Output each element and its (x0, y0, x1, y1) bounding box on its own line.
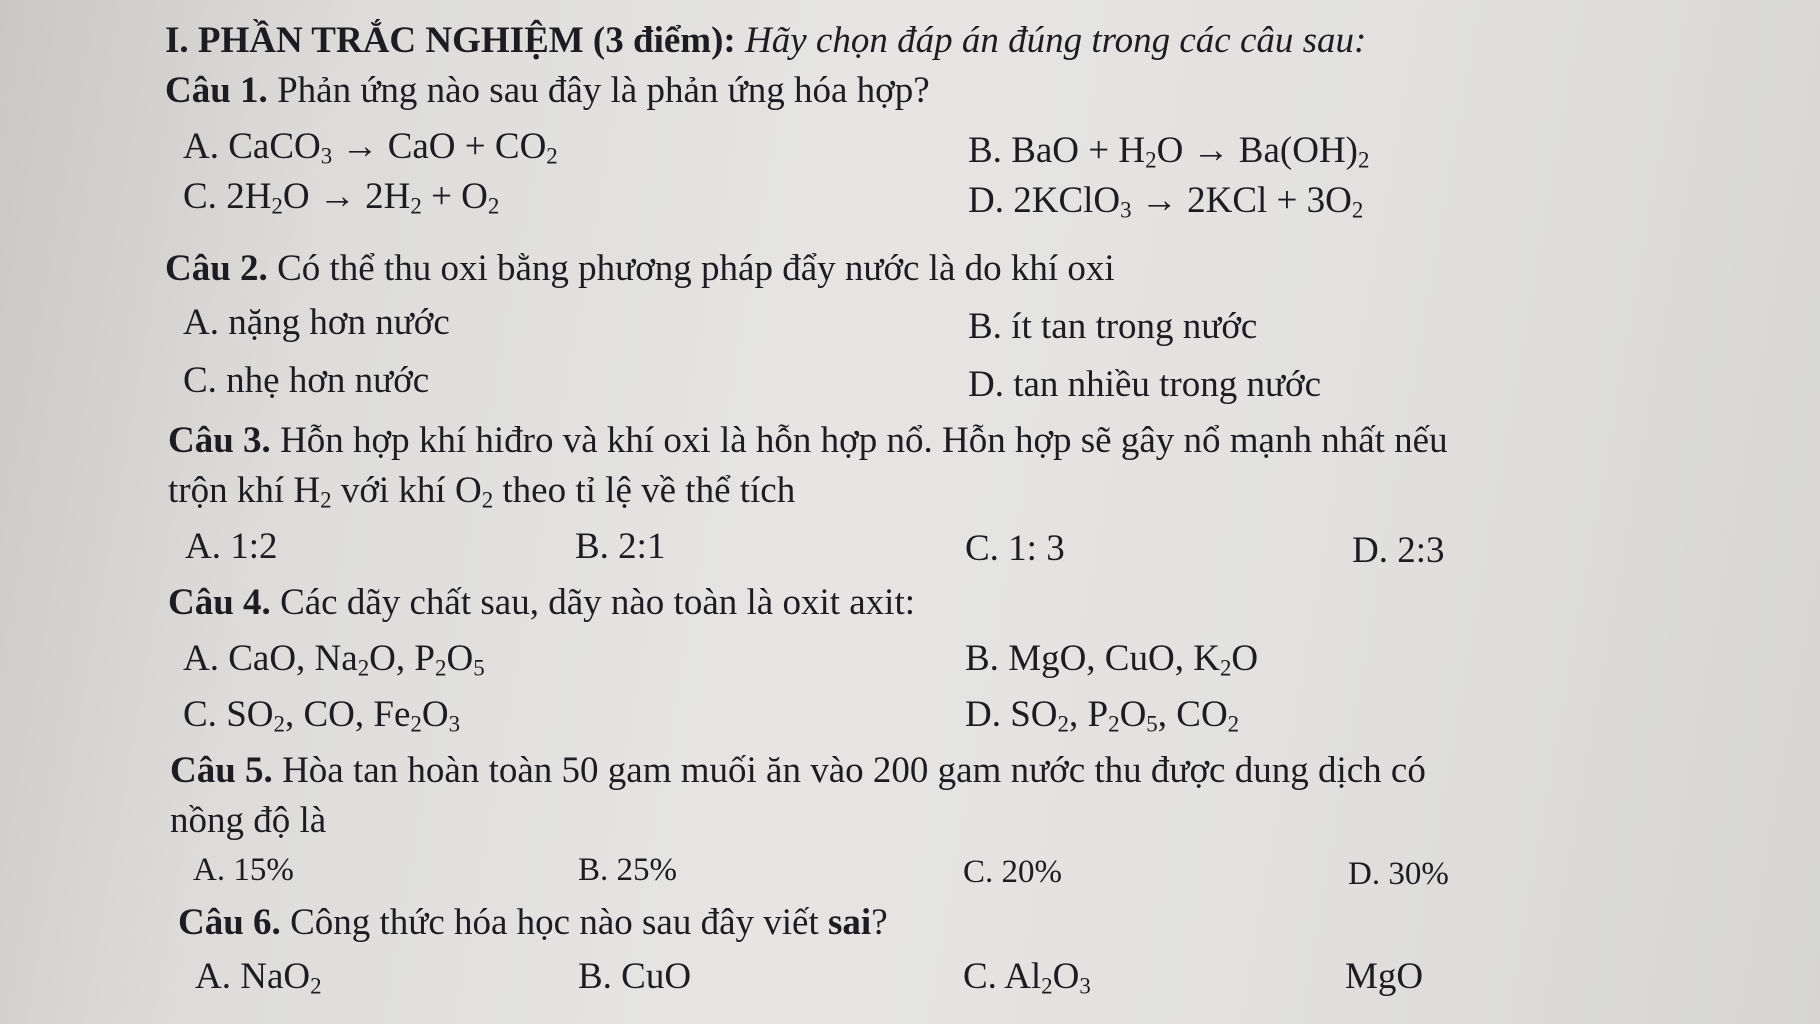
q3-text-part2: với khí O (340, 470, 482, 511)
q1-option-d-letter: D. (968, 180, 1004, 221)
question-6-label: Câu 6. (178, 902, 281, 943)
q4-option-d[interactable]: D. $SO_2$, $P_2O_5$, $CO_2$ (965, 694, 1240, 737)
question-3-label: Câu 3. (168, 420, 271, 461)
question-5-label: Câu 5. (170, 750, 273, 791)
question-3 (168, 422, 1448, 459)
section-instruction: Hãy chọn đáp án đúng trong các câu sau: (745, 20, 1367, 61)
question-1-text: Phản ứng nào sau đây là phản ứng hóa hợp? (277, 70, 930, 111)
q5-option-a[interactable]: A. 15% (193, 852, 294, 888)
question-4-text: Các dãy chất sau, dãy nào toàn là oxit axit: (280, 582, 916, 623)
question-2-label: Câu 2. (165, 248, 268, 289)
q3-option-a[interactable]: A. 1:2 (185, 526, 278, 567)
section-header (165, 22, 1366, 59)
q1-option-c[interactable]: C. $2H_2O \to 2H_2 + O_2$ (183, 176, 500, 219)
section-title: I. PHẦN TRẮC NGHIỆM (3 điểm): (165, 20, 736, 61)
q6-option-a-letter: A. (195, 956, 231, 997)
question-4-label: Câu 4. (168, 582, 271, 623)
q2-option-a[interactable]: A. nặng hơn nước (183, 302, 450, 343)
q3-option-b[interactable]: B. 2:1 (575, 526, 666, 567)
q3-text-part3: theo tỉ lệ về thể tích (502, 470, 796, 511)
question-6 (178, 904, 888, 941)
q4-option-c-letter: C. (183, 694, 217, 735)
q2-option-b[interactable]: B. ít tan trong nước (968, 306, 1258, 347)
q3-option-d[interactable]: D. 2:3 (1352, 530, 1445, 571)
question-6-text: Công thức hóa học nào sau đây viết (290, 902, 819, 943)
question-3-continuation: trộn khí $H_2$ với khí $O_2$ theo tỉ lệ về thể tích (168, 470, 796, 513)
q4-option-a-letter: A. (183, 638, 219, 679)
q6-option-d[interactable]: MgO (1345, 956, 1424, 997)
q5-option-b[interactable]: B. 25% (578, 852, 677, 888)
q4-option-a[interactable]: A. CaO, $Na_2O$, $P_2O_5$ (183, 638, 485, 681)
q3-option-c[interactable]: C. 1: 3 (965, 528, 1065, 569)
q4-option-d-letter: D. (965, 694, 1001, 735)
q6-option-b[interactable]: B. CuO (578, 956, 692, 997)
q1-option-c-letter: C. (183, 176, 217, 217)
question-3-text: Hỗn hợp khí hiđro và khí oxi là hỗn hợp nổ. Hỗn hợp sẽ gây nổ mạnh nhất nếu (280, 420, 1448, 461)
q4-option-c[interactable]: C. $SO_2$, CO, $Fe_2O_3$ (183, 694, 461, 737)
q5-option-d[interactable]: D. 30% (1348, 856, 1449, 892)
q1-option-b-letter: B. (968, 130, 1002, 171)
q6-option-a[interactable]: A. NaO$_2$ (195, 956, 322, 999)
q2-option-d[interactable]: D. tan nhiều trong nước (968, 364, 1322, 405)
q6-option-c-letter: C. (963, 956, 997, 997)
question-1 (165, 72, 930, 109)
q3-text-part1: trộn khí H (168, 470, 321, 511)
q4-option-b-letter: B. (965, 638, 999, 679)
q1-option-d[interactable]: D. 2KClO$_3$ → $2KCl + 3O_2$ (968, 180, 1364, 223)
question-4 (168, 584, 915, 621)
question-5-continuation: nồng độ là (170, 800, 327, 841)
question-1-label: Câu 1. (165, 70, 268, 111)
question-6-emphasis: sai (828, 902, 872, 943)
question-5-text: Hòa tan hoàn toàn 50 gam muối ăn vào 200 gam nước thu được dung dịch có (282, 750, 1426, 791)
q1-option-a[interactable]: A. CaCO$_3$ → CaO + $CO_2$ (183, 126, 558, 169)
q5-option-c[interactable]: C. 20% (963, 854, 1062, 890)
question-2-text: Có thể thu oxi bằng phương pháp đẩy nước là do khí oxi (277, 248, 1115, 289)
q4-option-b[interactable]: B. MgO, CuO, $K_2O$ (965, 638, 1259, 681)
question-2 (165, 250, 1115, 287)
question-5 (170, 752, 1426, 789)
q2-option-c[interactable]: C. nhẹ hơn nước (183, 360, 430, 401)
question-6-mark: ? (871, 902, 888, 943)
q1-option-a-letter: A. (183, 126, 219, 167)
q6-option-c[interactable]: C. $Al_2O_3$ (963, 956, 1091, 999)
q1-option-b[interactable]: B. BaO + $H_2O \to Ba(OH)_2$ (968, 130, 1370, 173)
